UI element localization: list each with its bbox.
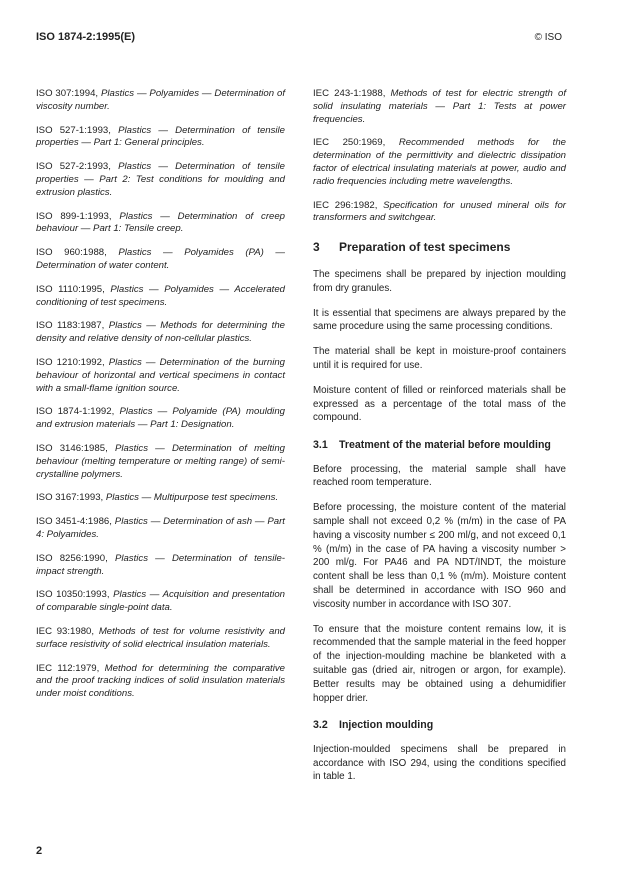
section-title: Injection moulding — [339, 719, 434, 732]
reference-title: Plastics — Acquisition and presentation of comparable single-point data. — [36, 589, 285, 614]
reference-id: IEC 93:1980, — [36, 625, 95, 637]
reference-entry — [36, 320, 285, 346]
reference-id: ISO 10350:1993, — [36, 589, 110, 601]
reference-title: Methods of test for volume resistivity and surface resistivity of solid electrical insulation materials. — [36, 625, 286, 650]
reference-entry — [36, 663, 285, 701]
reference-id: IEC 296:1982, — [313, 199, 378, 211]
reference-id: ISO 960:1988, — [36, 247, 107, 259]
reference-id: ISO 3167:1993, — [36, 492, 104, 504]
reference-id: IEC 112:1979, — [36, 662, 100, 674]
reference-id: ISO 3146:1985, — [36, 442, 108, 454]
reference-entry — [36, 589, 285, 615]
reference-title: Recommended methods for the determination of the permittivity and dielectric dissipation factor of electrical insulating materials at power, audio and radio frequencies including metre wavelengths. — [313, 137, 566, 187]
section-number: 3.1 — [313, 439, 328, 452]
section-title: Preparation of test specimens — [339, 240, 511, 255]
section-3-heading — [313, 241, 566, 254]
reference-entry — [36, 161, 285, 199]
reference-entry — [36, 516, 285, 542]
reference-id: ISO 1874-1:1992, — [36, 406, 115, 418]
page-number: 2 — [36, 845, 43, 857]
section-title: Treatment of the material before moulding — [339, 439, 551, 452]
reference-entry — [36, 125, 285, 151]
reference-entry — [313, 88, 566, 126]
reference-entry — [36, 626, 285, 652]
reference-id: ISO 8256:1990, — [36, 552, 108, 564]
reference-title: Plastics — Determination of creep behaviour — Part 1: Tensile creep. — [36, 210, 286, 235]
reference-id: ISO 1210:1992, — [36, 356, 105, 368]
reference-title: Plastics — Polyamides — Determination of viscosity number. — [36, 88, 285, 112]
reference-entry — [36, 406, 285, 432]
paragraph: The specimens shall be prepared by injection moulding from dry granules. — [313, 268, 566, 294]
reference-title: Methods of test for electric strength of solid insulating materials — Part 1: Tests at power frequencies. — [313, 88, 567, 125]
reference-title: Plastics — Determination of the burning behaviour of horizontal and vertical specimens in contact with a small-flame ignition source. — [36, 356, 285, 394]
reference-title: Plastics — Determination of ash — Part 4: Polyamides. — [36, 516, 285, 540]
section-3-2-heading — [313, 719, 566, 732]
reference-title: Specification for unused mineral oils for transformers and switchgear. — [313, 199, 566, 224]
copyright-mark: © ISO — [534, 32, 562, 43]
section-number: 3 — [313, 240, 320, 255]
paragraph: Before processing, the moisture content of the material sample shall not exceed 0,2 % (m/m) in the case of PA having a viscosity number ≤ 200 ml/g, and not exceed 0,1 % (m/m) in the case of PA having a viscosity number > 200 ml/g. For PA46 and PA NDT/INDT, the moisture content shall be less than 0,1 % (m/m). Moisture content shall be determined in accordance with ISO 960 and viscosity number in accordance with ISO 307. — [313, 502, 566, 610]
reference-entry — [36, 357, 285, 395]
reference-entry — [36, 247, 285, 273]
reference-title: Plastics — Methods for determining the density and relative density of non-cellular plastics. — [36, 320, 285, 345]
reference-entry — [36, 553, 285, 579]
reference-entry — [313, 200, 566, 226]
reference-title: Plastics — Determination of tensile properties — Part 1: General principles. — [36, 124, 286, 149]
reference-entry — [36, 443, 285, 481]
right-reference-list — [313, 88, 566, 225]
reference-entry — [36, 211, 285, 237]
paragraph: It is essential that specimens are always prepared by the same procedure using the same processing conditions. — [313, 307, 566, 333]
reference-id: ISO 527-2:1993, — [36, 161, 111, 173]
reference-id: ISO 899-1:1993, — [36, 210, 112, 222]
reference-id: ISO 1183:1987, — [36, 320, 105, 332]
reference-id: ISO 527-1:1993, — [36, 124, 111, 136]
paragraph: Moisture content of filled or reinforced materials shall be expressed as a percentage of the total mass of the compound. — [313, 384, 566, 424]
reference-title: Method for determining the comparative and the proof tracking indices of solid insulation materials under moist conditions. — [36, 662, 285, 700]
right-column — [313, 88, 566, 795]
reference-id: ISO 307:1994, — [36, 88, 99, 99]
reference-title: Plastics — Polyamides (PA) — Determination of water content. — [36, 247, 286, 271]
reference-title: Plastics — Determination of melting behaviour (melting temperature or melting range) of semi-crystalline polymers. — [36, 442, 285, 480]
left-column — [36, 88, 285, 712]
reference-id: IEC 250:1969, — [313, 137, 386, 149]
reference-id: IEC 243-1:1988, — [313, 88, 386, 99]
paragraph: Injection-moulded specimens shall be prepared in accordance with ISO 294, using the conditions specified in table 1. — [313, 743, 566, 783]
reference-title: Plastics — Polyamide (PA) moulding and extrusion materials — Part 1: Designation. — [36, 406, 285, 431]
reference-title: Plastics — Determination of tensile properties — Part 2: Test conditions for moulding and extrusion plastics. — [36, 161, 286, 198]
section-3-1-heading — [313, 439, 566, 452]
reference-id: ISO 3451-4:1986, — [36, 516, 112, 528]
reference-id: ISO 1110:1995, — [36, 283, 105, 295]
paragraph: Before processing, the material sample shall have reached room temperature. — [313, 463, 566, 489]
reference-entry — [36, 88, 285, 114]
reference-title: Plastics — Determination of tensile-impact strength. — [36, 552, 285, 577]
paragraph: To ensure that the moisture content remains low, it is recommended that the sample material in the feed hopper of the injection-moulding machine be blanketed with a suitable gas (dried air, nitrogen or argon, for example). Better results may be obtained using a dehumidifier hopper drier. — [313, 623, 566, 704]
section-number: 3.2 — [313, 719, 328, 732]
document-id: ISO 1874-2:1995(E) — [36, 31, 136, 43]
reference-entry — [313, 137, 566, 188]
reference-title: Plastics — Multipurpose test specimens. — [105, 492, 279, 504]
reference-title: Plastics — Polyamides — Accelerated conditioning of test specimens. — [36, 283, 285, 308]
reference-entry — [36, 492, 285, 505]
reference-entry — [36, 284, 285, 310]
paragraph: The material shall be kept in moisture-proof containers until it is required for use. — [313, 346, 566, 371]
